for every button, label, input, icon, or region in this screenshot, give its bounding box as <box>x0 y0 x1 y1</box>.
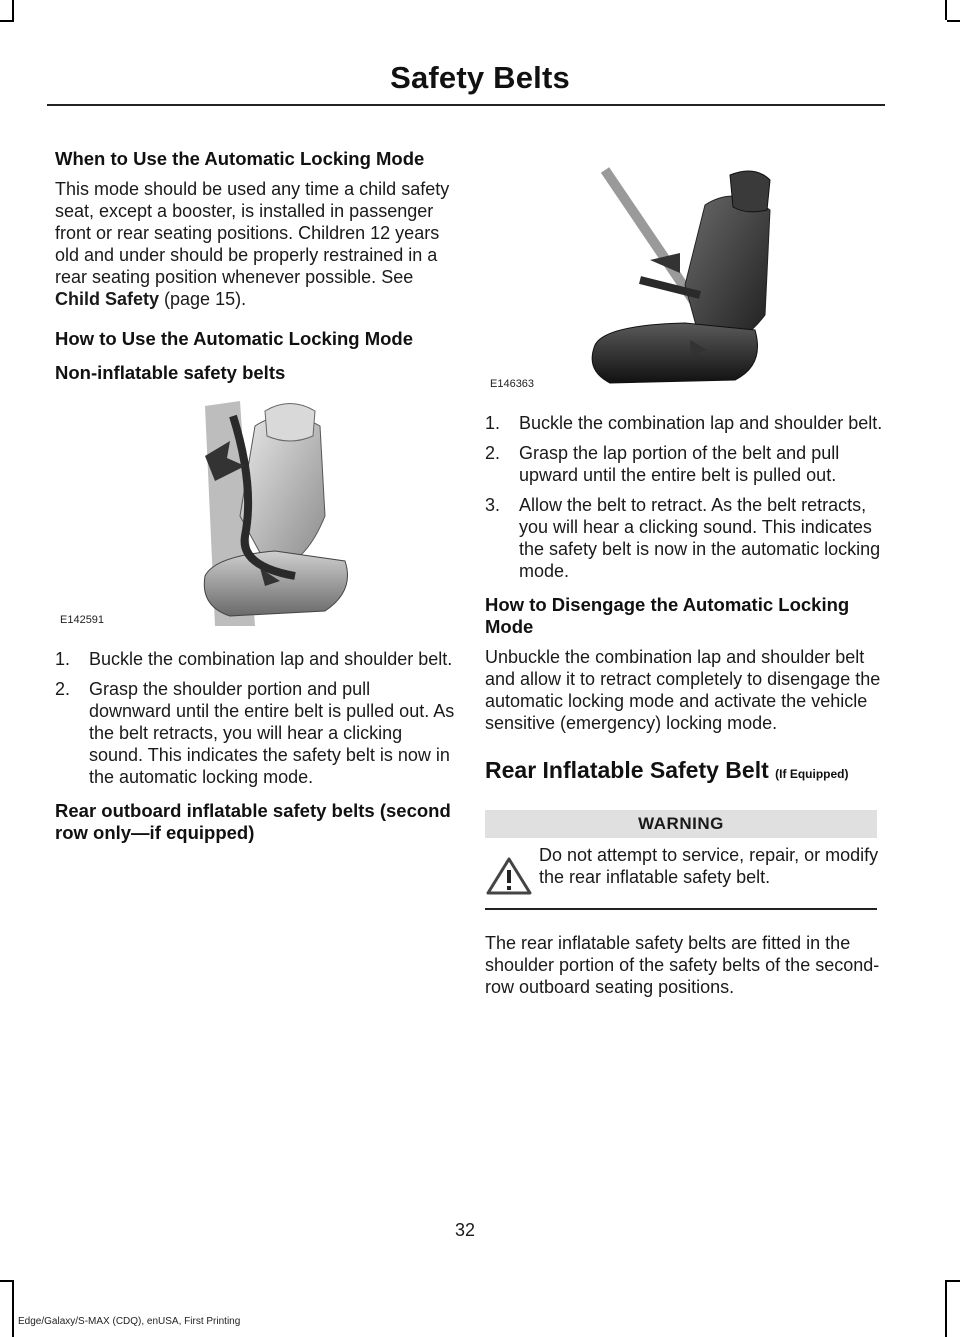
step-text: Buckle the combination lap and shoulder belt. <box>519 413 883 433</box>
heading-disengage: How to Disengage the Automatic Locking Mode <box>485 594 850 637</box>
step-number: 1. <box>55 649 71 669</box>
heading-when-to-use: When to Use the Automatic Locking Mode <box>55 148 425 169</box>
child-safety-link[interactable]: Child Safety <box>55 289 160 309</box>
warning-text: Do not attempt to service, repair, or modify the rear inflatable safety belt. <box>539 845 879 887</box>
page-number: 32 <box>454 1220 476 1240</box>
page-reference: (page 15). <box>159 289 247 309</box>
list-item <box>485 412 885 434</box>
footer-edition: Edge/Galaxy/S-MAX (CDQ), enUSA, First Printing <box>18 1316 241 1327</box>
step-text: Allow the belt to retract. As the belt retracts, you will hear a clicking sound. This indicates the safety belt is now in the automatic locking mode. <box>519 495 881 581</box>
paragraph-disengage: Unbuckle the combination lap and shoulder belt and allow it to retract completely to disengage the automatic locking mode and activate the vehicle sensitive (emergency) locking mode. <box>485 647 881 733</box>
step-text: Buckle the combination lap and shoulder belt. <box>89 649 453 669</box>
left-column <box>55 148 455 844</box>
crop-mark <box>945 1280 947 1337</box>
paragraph-text: This mode should be used any time a child safety seat, except a booster, is installed in passenger front or rear seating positions. Children 12 years old and under should be properly restrained in a rear seating position whenever possible. See <box>55 179 450 287</box>
step-number: 2. <box>55 679 71 699</box>
heading-how-to-use: How to Use the Automatic Locking Mode <box>55 328 414 349</box>
paragraph-when-to-use <box>55 178 455 310</box>
header-rule <box>47 104 885 106</box>
crop-mark <box>947 20 960 22</box>
warning-box <box>485 810 885 910</box>
figure-seat-shoulder-belt <box>55 396 445 626</box>
list-item <box>485 442 885 486</box>
figure-code: E142591 <box>60 614 105 626</box>
heading-qualifier: (If Equipped) <box>775 767 849 781</box>
page-title: Safety Belts <box>390 60 570 95</box>
heading-text: Rear Inflatable Safety Belt <box>485 757 776 783</box>
list-item <box>55 678 455 788</box>
crop-mark <box>12 0 14 20</box>
warning-title: WARNING <box>485 810 877 838</box>
step-number: 3. <box>485 495 501 515</box>
steps-list-lap <box>485 412 885 582</box>
step-text: Grasp the lap portion of the belt and pull upward until the entire belt is pulled out. <box>519 443 840 485</box>
heading-non-inflatable: Non-inflatable safety belts <box>55 362 286 383</box>
crop-mark <box>0 1280 14 1282</box>
right-column <box>485 165 885 998</box>
crop-mark <box>0 20 14 22</box>
list-item <box>485 494 885 582</box>
steps-list-shoulder <box>55 648 455 788</box>
step-text: Grasp the shoulder portion and pull downward until the entire belt is pulled out. As the belt retracts, you will hear a clicking sound. This indicates the safety belt is now in the automatic locking mode. <box>89 679 455 787</box>
step-number: 1. <box>485 413 501 433</box>
figure-seat-lap-belt <box>485 165 875 390</box>
heading-rear-inflatable <box>485 756 885 788</box>
paragraph-rear-inflatable: The rear inflatable safety belts are fitted in the shoulder portion of the safety belts of the second-row outboard seating positions. <box>485 933 880 997</box>
warning-body <box>485 838 877 910</box>
heading-rear-outboard: Rear outboard inflatable safety belts (second row only—if equipped) <box>55 800 451 843</box>
seat-illustration <box>55 396 445 626</box>
list-item <box>55 648 455 670</box>
crop-mark <box>947 1280 960 1282</box>
warning-triangle-icon <box>485 856 533 901</box>
figure-code: E146363 <box>490 378 535 390</box>
crop-mark <box>12 1280 14 1337</box>
crop-mark <box>945 0 947 20</box>
step-number: 2. <box>485 443 501 463</box>
seat-illustration <box>485 165 875 390</box>
